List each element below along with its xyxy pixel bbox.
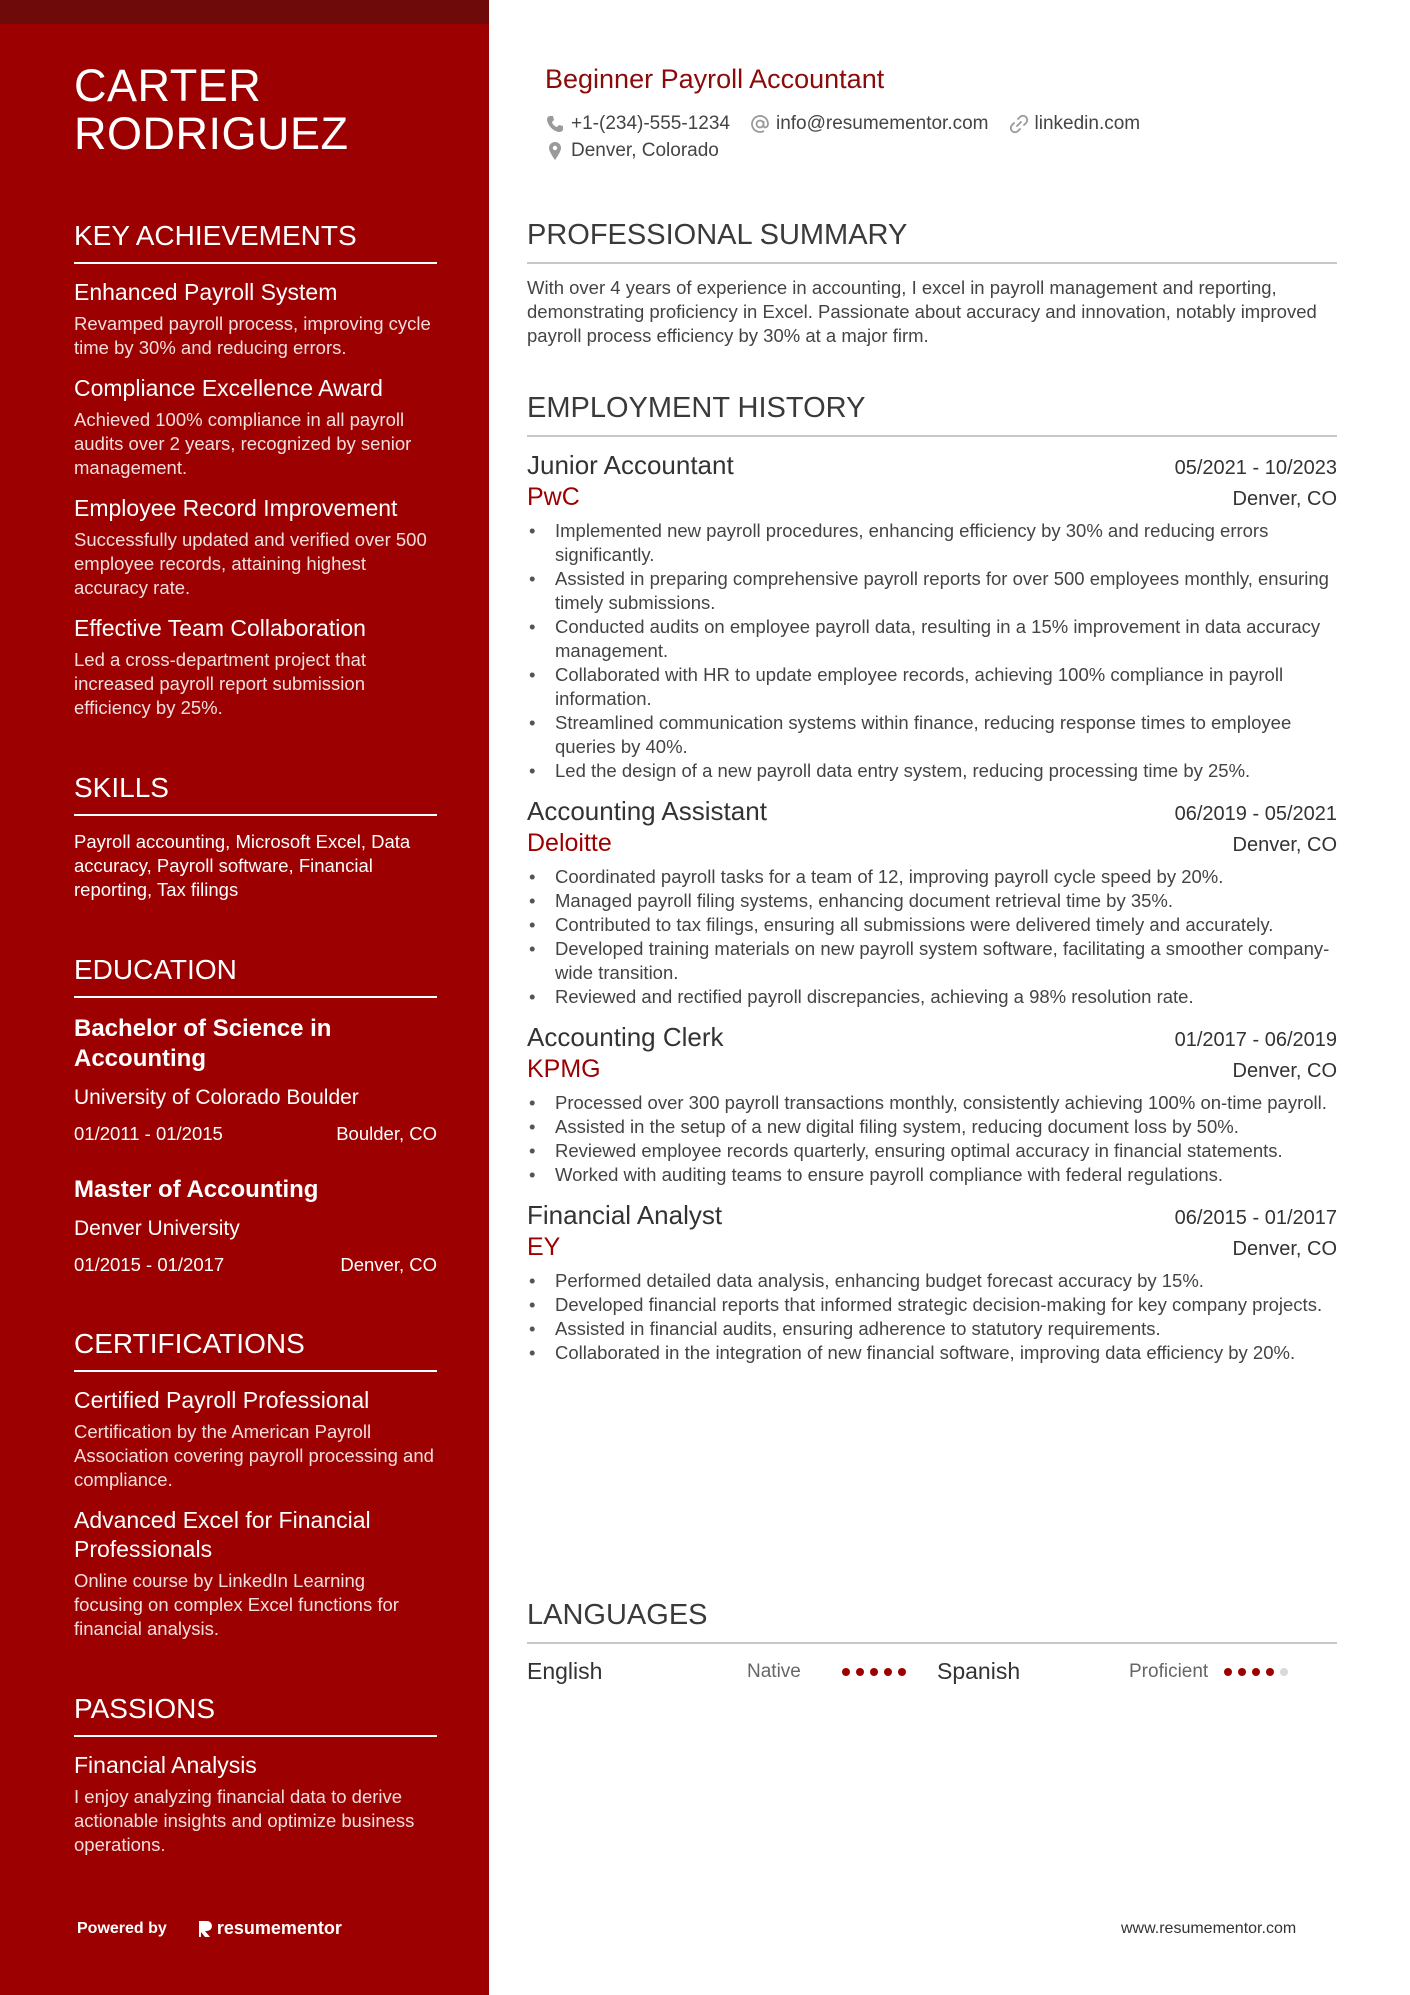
- job-bullets: [527, 865, 1337, 1009]
- job-bullet: • Streamlined communication systems within finance, reducing response times to employee queries by 40%.: [527, 711, 1337, 759]
- achievement-item: [74, 494, 437, 600]
- language-rating: [1224, 1668, 1288, 1676]
- rating-dot-empty: [1280, 1668, 1288, 1676]
- powered-by: [77, 1918, 342, 1939]
- phone-icon: [545, 114, 565, 134]
- location-text: Denver, Colorado: [571, 140, 719, 161]
- passion-title: Financial Analysis: [74, 1752, 257, 1778]
- job-bullet: • Assisted in financial audits, ensuring adherence to statutory requirements.: [527, 1317, 1337, 1341]
- job-dates: 06/2015 - 01/2017: [1174, 1207, 1337, 1229]
- skills-heading: SKILLS: [74, 772, 437, 816]
- job-company: KPMG: [527, 1055, 601, 1083]
- rating-dot-filled: [842, 1668, 850, 1676]
- achievement-title: Employee Record Improvement: [74, 495, 398, 521]
- job-bullets: [527, 1269, 1337, 1365]
- contact-row: [545, 140, 739, 162]
- brand-mark-icon: [197, 1919, 213, 1939]
- achievement-desc: Revamped payroll process, improving cycle time by 30% and reducing errors.: [74, 313, 431, 358]
- language-item: [527, 1658, 937, 1685]
- job-bullets: [527, 1091, 1337, 1187]
- summary-heading: PROFESSIONAL SUMMARY: [527, 218, 1337, 264]
- linkedin-text: linkedin.com: [1034, 113, 1141, 134]
- brand-name: resumementor: [216, 1918, 342, 1938]
- certification-desc: Online course by LinkedIn Learning focusing on complex Excel functions for financial analysis.: [74, 1570, 399, 1639]
- job-role: Financial Analyst: [527, 1200, 723, 1230]
- job-title: Beginner Payroll Accountant: [545, 64, 885, 94]
- rating-dot-filled: [1238, 1668, 1246, 1676]
- employment-heading: EMPLOYMENT HISTORY: [527, 391, 1337, 437]
- job-dates: 05/2021 - 10/2023: [1174, 457, 1337, 479]
- achievement-title: Effective Team Collaboration: [74, 615, 366, 641]
- job-location: Denver, CO: [1232, 1238, 1337, 1260]
- education-location: Boulder, CO: [336, 1123, 437, 1144]
- rating-dot-filled: [870, 1668, 878, 1676]
- summary-text: With over 4 years of experience in accounting, I excel in payroll management and reporting, demonstrating proficiency in Excel. Passionate about accuracy and innovation, notably improved payroll process efficiency by 30% at a major firm.: [527, 277, 1317, 346]
- sidebar-top-band: [0, 0, 489, 24]
- at-icon: [750, 114, 770, 134]
- education-heading: EDUCATION: [74, 954, 437, 998]
- job-company: EY: [527, 1233, 561, 1261]
- achievement-title: Compliance Excellence Award: [74, 375, 383, 401]
- languages-section: [527, 1598, 1337, 1685]
- contact-email[interactable]: [750, 113, 989, 135]
- job-bullet: • Reviewed and rectified payroll discrepancies, achieving a 98% resolution rate.: [527, 985, 1337, 1009]
- candidate-name: [74, 62, 437, 158]
- skills-list: Payroll accounting, Microsoft Excel, Data accuracy, Payroll software, Financial reporting, Tax filings: [74, 831, 411, 900]
- job-bullet: • Performed detailed data analysis, enhancing budget forecast accuracy by 15%.: [527, 1269, 1337, 1293]
- rating-dot-filled: [898, 1668, 906, 1676]
- rating-dot-filled: [884, 1668, 892, 1676]
- job-role: Junior Accountant: [527, 450, 734, 480]
- job-role: Accounting Clerk: [527, 1022, 724, 1052]
- job-dates: 06/2019 - 05/2021: [1174, 803, 1337, 825]
- job-role: Accounting Assistant: [527, 796, 767, 826]
- job-bullet: • Conducted audits on employee payroll data, resulting in a 15% improvement in data accuracy management.: [527, 615, 1337, 663]
- achievement-desc: Achieved 100% compliance in all payroll audits over 2 years, recognized by senior management.: [74, 409, 412, 478]
- contact-row: [545, 113, 1160, 135]
- achievements-heading: KEY ACHIEVEMENTS: [74, 220, 437, 264]
- job-entry: [527, 795, 1337, 1009]
- job-bullet: • Managed payroll filing systems, enhancing document retrieval time by 35%.: [527, 889, 1337, 913]
- education-item: [74, 1014, 437, 1145]
- job-bullet: • Collaborated with HR to update employee records, achieving 100% compliance in payroll information.: [527, 663, 1337, 711]
- passion-item: [74, 1751, 437, 1857]
- language-level: Native: [747, 1660, 801, 1682]
- job-bullet: • Assisted in the setup of a new digital filing system, reducing document loss by 50%.: [527, 1115, 1337, 1139]
- job-location: Denver, CO: [1232, 1060, 1337, 1082]
- passions-section: [74, 1693, 437, 1857]
- job-company: PwC: [527, 483, 580, 511]
- job-location: Denver, CO: [1232, 488, 1337, 510]
- skills-section: [74, 772, 437, 902]
- certification-item: [74, 1386, 437, 1492]
- achievement-item: [74, 614, 437, 720]
- education-location: Denver, CO: [340, 1254, 437, 1275]
- job-bullet: • Assisted in preparing comprehensive payroll reports for over 500 employees monthly, ensuring timely submissions.: [527, 567, 1337, 615]
- name-line-2: RODRIGUEZ: [74, 108, 349, 159]
- job-bullet: • Collaborated in the integration of new financial software, improving data efficiency by 20%.: [527, 1341, 1337, 1365]
- certification-title: Advanced Excel for Financial Professionals: [74, 1507, 371, 1562]
- job-bullet: • Worked with auditing teams to ensure payroll compliance with federal regulations.: [527, 1163, 1337, 1187]
- brand-logo[interactable]: [197, 1918, 342, 1939]
- job-dates: 01/2017 - 06/2019: [1174, 1029, 1337, 1051]
- language-rating: [842, 1668, 906, 1676]
- job-bullet: • Implemented new payroll procedures, enhancing efficiency by 30% and reducing errors significantly.: [527, 519, 1337, 567]
- powered-by-label: Powered by: [77, 1919, 167, 1937]
- rating-dot-filled: [1252, 1668, 1260, 1676]
- passion-desc: I enjoy analyzing financial data to derive actionable insights and optimize business operations.: [74, 1786, 415, 1855]
- job-bullet: • Coordinated payroll tasks for a team of 12, improving payroll cycle speed by 20%.: [527, 865, 1337, 889]
- education-degree: Master of Accounting: [74, 1176, 319, 1203]
- achievement-desc: Led a cross-department project that increased payroll report submission efficiency by 25%.: [74, 649, 367, 718]
- job-entry: [527, 1199, 1337, 1365]
- achievement-title: Enhanced Payroll System: [74, 279, 338, 305]
- education-school: Denver University: [74, 1217, 240, 1240]
- sidebar: [0, 0, 489, 1995]
- link-icon: [1009, 114, 1029, 134]
- education-dates: 01/2011 - 01/2015: [74, 1123, 223, 1144]
- language-item: [937, 1658, 1337, 1685]
- summary-section: [527, 218, 1337, 348]
- certifications-section: [74, 1328, 437, 1641]
- achievement-item: [74, 278, 437, 360]
- job-bullet: • Developed financial reports that informed strategic decision-making for key company projects.: [527, 1293, 1337, 1317]
- languages-heading: LANGUAGES: [527, 1598, 1337, 1644]
- certification-title: Certified Payroll Professional: [74, 1387, 370, 1413]
- contact-linkedin[interactable]: [1009, 113, 1141, 135]
- education-item: [74, 1175, 437, 1276]
- achievement-item: [74, 374, 437, 480]
- email-text: info@resumementor.com: [775, 113, 989, 134]
- rating-dot-filled: [856, 1668, 864, 1676]
- certification-item: [74, 1506, 437, 1641]
- education-school: University of Colorado Boulder: [74, 1086, 359, 1109]
- employment-section: [527, 391, 1337, 1365]
- location-pin-icon: [545, 141, 565, 161]
- job-bullet: • Reviewed employee records quarterly, ensuring optimal accuracy in financial statements.: [527, 1139, 1337, 1163]
- language-name: Spanish: [937, 1658, 1021, 1684]
- job-bullet: • Developed training materials on new payroll system software, facilitating a smoother company-wide transition.: [527, 937, 1337, 985]
- job-location: Denver, CO: [1232, 834, 1337, 856]
- job-bullets: [527, 519, 1337, 783]
- rating-dot-filled: [1224, 1668, 1232, 1676]
- passions-heading: PASSIONS: [74, 1693, 437, 1737]
- education-dates: 01/2015 - 01/2017: [74, 1254, 225, 1275]
- education-section: [74, 954, 437, 1276]
- job-company: Deloitte: [527, 829, 612, 857]
- job-entry: [527, 449, 1337, 783]
- phone-text: +1-(234)-555-1234: [571, 113, 730, 134]
- job-entry: [527, 1021, 1337, 1187]
- achievements-section: [74, 220, 437, 720]
- contact-phone[interactable]: [545, 113, 730, 135]
- rating-dot-filled: [1266, 1668, 1274, 1676]
- contact-location: [545, 140, 719, 162]
- certification-desc: Certification by the American Payroll Association covering payroll processing and compliance.: [74, 1421, 434, 1490]
- job-bullet: • Processed over 300 payroll transactions monthly, consistently achieving 100% on-time payroll.: [527, 1091, 1337, 1115]
- language-name: English: [527, 1658, 603, 1684]
- certifications-heading: CERTIFICATIONS: [74, 1328, 437, 1372]
- job-bullet: • Led the design of a new payroll data entry system, reducing processing time by 25%.: [527, 759, 1337, 783]
- language-level: Proficient: [1129, 1660, 1209, 1682]
- education-degree: Bachelor of Science in Accounting: [74, 1015, 332, 1072]
- footer-url[interactable]: www.resumementor.com: [1121, 1920, 1297, 1937]
- name-line-1: CARTER: [74, 60, 262, 111]
- achievement-desc: Successfully updated and verified over 500 employee records, attaining highest accuracy rate.: [74, 529, 427, 598]
- job-bullet: • Contributed to tax filings, ensuring all submissions were delivered timely and accurately.: [527, 913, 1337, 937]
